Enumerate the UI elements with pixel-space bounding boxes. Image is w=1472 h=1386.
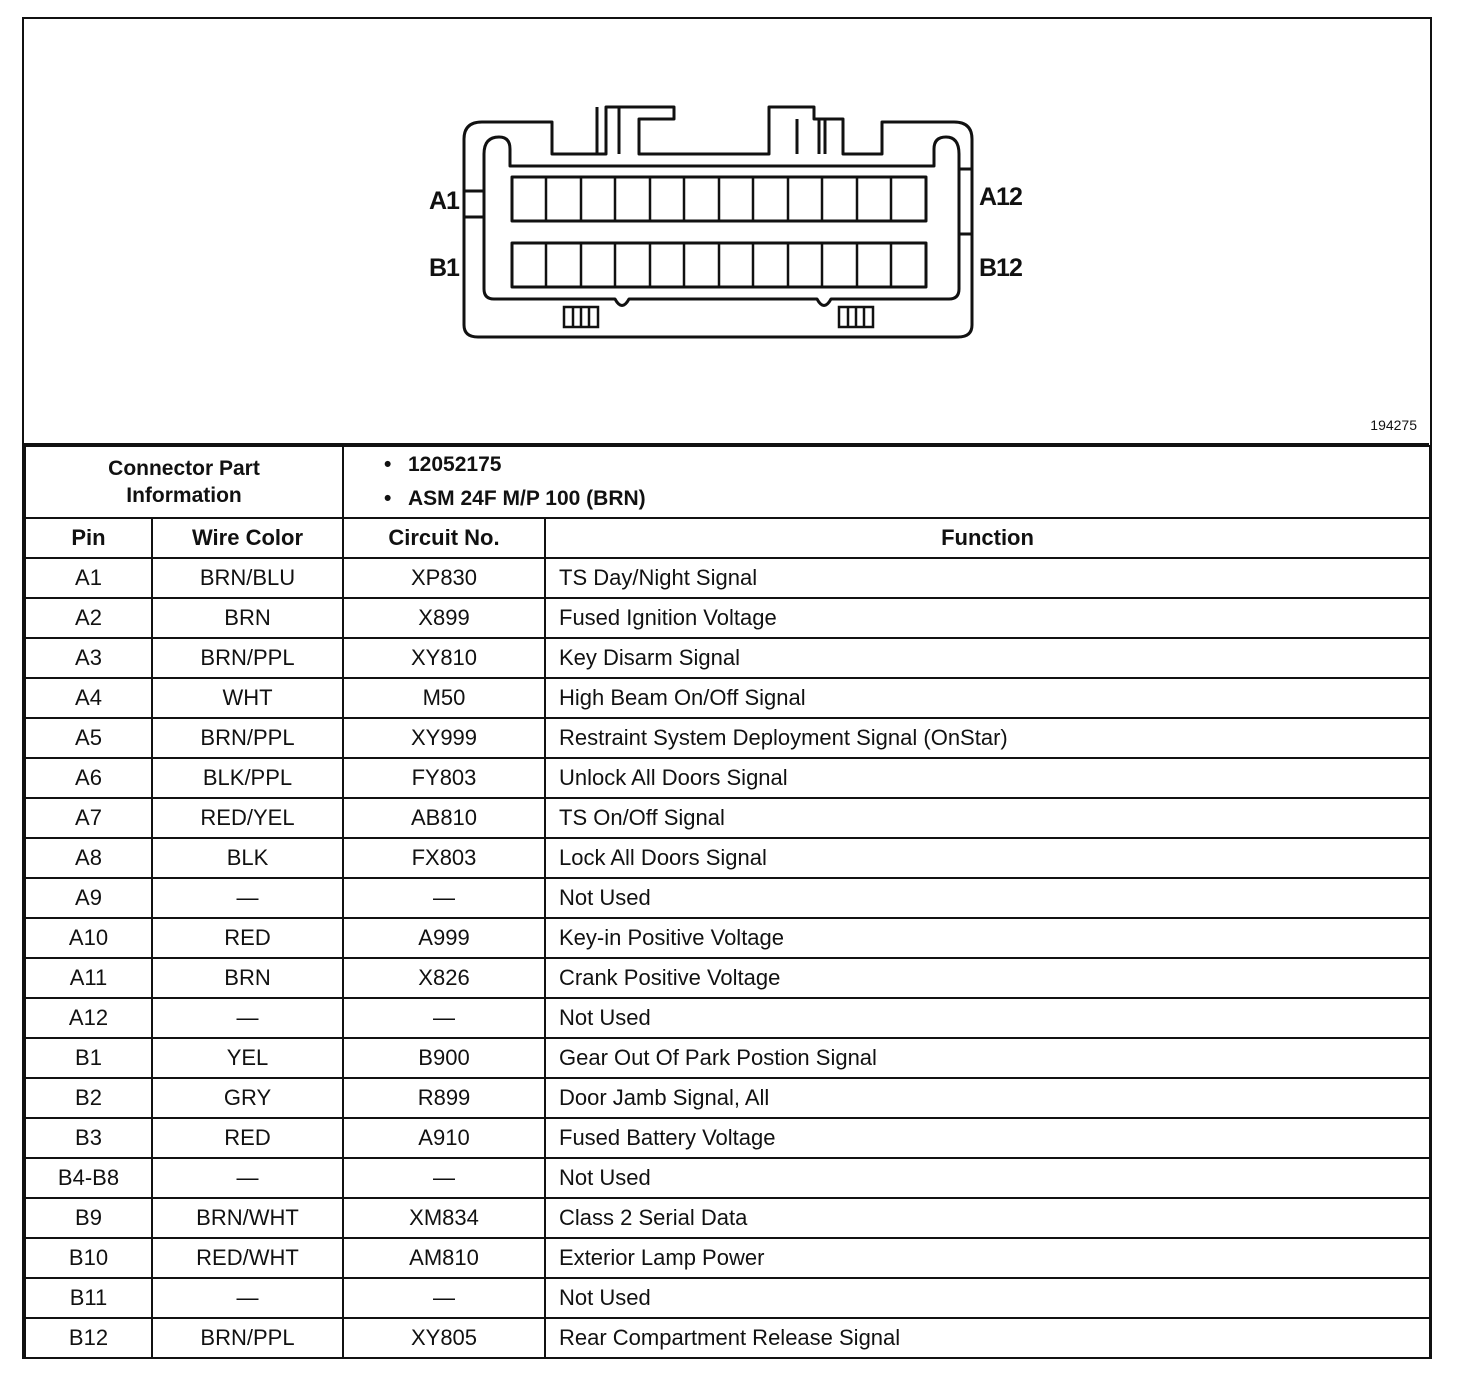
wire-color-cell: RED/YEL (152, 798, 343, 838)
col-function: Function (545, 518, 1430, 558)
function-cell: High Beam On/Off Signal (545, 678, 1430, 718)
circuit-cell: XY805 (343, 1318, 545, 1358)
circuit-cell: AM810 (343, 1238, 545, 1278)
circuit-cell: — (343, 878, 545, 918)
table-row (25, 598, 1430, 638)
label-b1: B1 (429, 254, 459, 282)
circuit-cell: XP830 (343, 558, 545, 598)
function-cell: Class 2 Serial Data (545, 1198, 1430, 1238)
function-cell: Not Used (545, 998, 1430, 1038)
pin-cell: A4 (25, 678, 152, 718)
table-row (25, 798, 1430, 838)
col-pin: Pin (25, 518, 152, 558)
pin-cell: B4-B8 (25, 1158, 152, 1198)
pin-cell: A7 (25, 798, 152, 838)
circuit-cell: A910 (343, 1118, 545, 1158)
wire-color-cell: BRN/WHT (152, 1198, 343, 1238)
table-row (25, 1278, 1430, 1318)
table-row (25, 1318, 1430, 1358)
pin-cell: B2 (25, 1078, 152, 1118)
function-cell: Door Jamb Signal, All (545, 1078, 1430, 1118)
pin-cell: B3 (25, 1118, 152, 1158)
wire-color-cell: — (152, 998, 343, 1038)
function-cell: Not Used (545, 1278, 1430, 1318)
circuit-cell: AB810 (343, 798, 545, 838)
part-info-values (343, 446, 1430, 518)
function-cell: Exterior Lamp Power (545, 1238, 1430, 1278)
table-row (25, 638, 1430, 678)
function-cell: Restraint System Deployment Signal (OnStar) (545, 718, 1430, 758)
circuit-cell: — (343, 1158, 545, 1198)
pin-cell: A11 (25, 958, 152, 998)
circuit-cell: XY999 (343, 718, 545, 758)
part-description-text: ASM 24F M/P 100 (BRN) (408, 487, 646, 510)
part-description (384, 482, 1429, 516)
table-row (25, 878, 1430, 918)
part-info-row (25, 446, 1430, 518)
wire-color-cell: — (152, 1158, 343, 1198)
pin-cell: A9 (25, 878, 152, 918)
function-cell: Fused Battery Voltage (545, 1118, 1430, 1158)
function-cell: Key Disarm Signal (545, 638, 1430, 678)
pin-cell: A1 (25, 558, 152, 598)
part-number-text: 12052175 (408, 453, 502, 476)
pin-cell: A6 (25, 758, 152, 798)
circuit-cell: X899 (343, 598, 545, 638)
pin-cell: B1 (25, 1038, 152, 1078)
wire-color-cell: BRN/PPL (152, 1318, 343, 1358)
function-cell: Not Used (545, 878, 1430, 918)
table-row (25, 1198, 1430, 1238)
circuit-cell: B900 (343, 1038, 545, 1078)
pin-cell: B12 (25, 1318, 152, 1358)
wire-color-cell: BRN/BLU (152, 558, 343, 598)
table-row (25, 1038, 1430, 1078)
function-cell: TS Day/Night Signal (545, 558, 1430, 598)
table-row (25, 1118, 1430, 1158)
function-cell: Gear Out Of Park Postion Signal (545, 1038, 1430, 1078)
table-row (25, 1158, 1430, 1198)
circuit-cell: XM834 (343, 1198, 545, 1238)
circuit-cell: FY803 (343, 758, 545, 798)
connector-sheet (22, 17, 1432, 1359)
part-info-heading-text: Connector Part Information (108, 457, 260, 507)
col-circuit: Circuit No. (343, 518, 545, 558)
table-row (25, 758, 1430, 798)
pin-cell: A2 (25, 598, 152, 638)
function-cell: Key-in Positive Voltage (545, 918, 1430, 958)
pin-cell: A12 (25, 998, 152, 1038)
label-b12: B12 (979, 254, 1022, 282)
pin-cell: B10 (25, 1238, 152, 1278)
function-cell: Not Used (545, 1158, 1430, 1198)
table-row (25, 718, 1430, 758)
function-cell: Rear Compartment Release Signal (545, 1318, 1430, 1358)
wire-color-cell: YEL (152, 1038, 343, 1078)
wire-color-cell: BRN/PPL (152, 638, 343, 678)
table-row (25, 678, 1430, 718)
pin-cell: A8 (25, 838, 152, 878)
pin-cell: A10 (25, 918, 152, 958)
label-a1: A1 (429, 187, 459, 215)
wire-color-cell: BLK (152, 838, 343, 878)
pin-cell: A3 (25, 638, 152, 678)
col-wire-color: Wire Color (152, 518, 343, 558)
label-a12: A12 (979, 183, 1022, 211)
wire-color-cell: WHT (152, 678, 343, 718)
part-info-heading (25, 446, 343, 518)
table-row (25, 838, 1430, 878)
figure-id: 194275 (1370, 417, 1417, 433)
function-cell: TS On/Off Signal (545, 798, 1430, 838)
bullet-icon: • (384, 453, 392, 476)
pinout-table (24, 445, 1431, 1359)
wire-color-cell: BRN/PPL (152, 718, 343, 758)
wire-color-cell: BRN (152, 598, 343, 638)
wire-color-cell: BRN (152, 958, 343, 998)
wire-color-cell: RED (152, 1118, 343, 1158)
pin-cell: B9 (25, 1198, 152, 1238)
wire-color-cell: BLK/PPL (152, 758, 343, 798)
pin-cell: A5 (25, 718, 152, 758)
pin-cell: B11 (25, 1278, 152, 1318)
wire-color-cell: — (152, 1278, 343, 1318)
function-cell: Fused Ignition Voltage (545, 598, 1430, 638)
circuit-cell: XY810 (343, 638, 545, 678)
circuit-cell: R899 (343, 1078, 545, 1118)
table-row (25, 558, 1430, 598)
connector-diagram (24, 19, 1429, 445)
circuit-cell: X826 (343, 958, 545, 998)
table-row (25, 918, 1430, 958)
circuit-cell: A999 (343, 918, 545, 958)
function-cell: Unlock All Doors Signal (545, 758, 1430, 798)
wire-color-cell: GRY (152, 1078, 343, 1118)
bullet-icon: • (384, 487, 392, 510)
circuit-cell: M50 (343, 678, 545, 718)
table-row (25, 998, 1430, 1038)
table-row (25, 958, 1430, 998)
circuit-cell: FX803 (343, 838, 545, 878)
function-cell: Crank Positive Voltage (545, 958, 1430, 998)
circuit-cell: — (343, 998, 545, 1038)
connector-drawing (24, 19, 1429, 443)
table-row (25, 1238, 1430, 1278)
function-cell: Lock All Doors Signal (545, 838, 1430, 878)
circuit-cell: — (343, 1278, 545, 1318)
header-row (25, 518, 1430, 558)
part-number (384, 448, 1429, 482)
wire-color-cell: RED/WHT (152, 1238, 343, 1278)
wire-color-cell: RED (152, 918, 343, 958)
pinout-rows (25, 558, 1430, 1358)
wire-color-cell: — (152, 878, 343, 918)
table-row (25, 1078, 1430, 1118)
